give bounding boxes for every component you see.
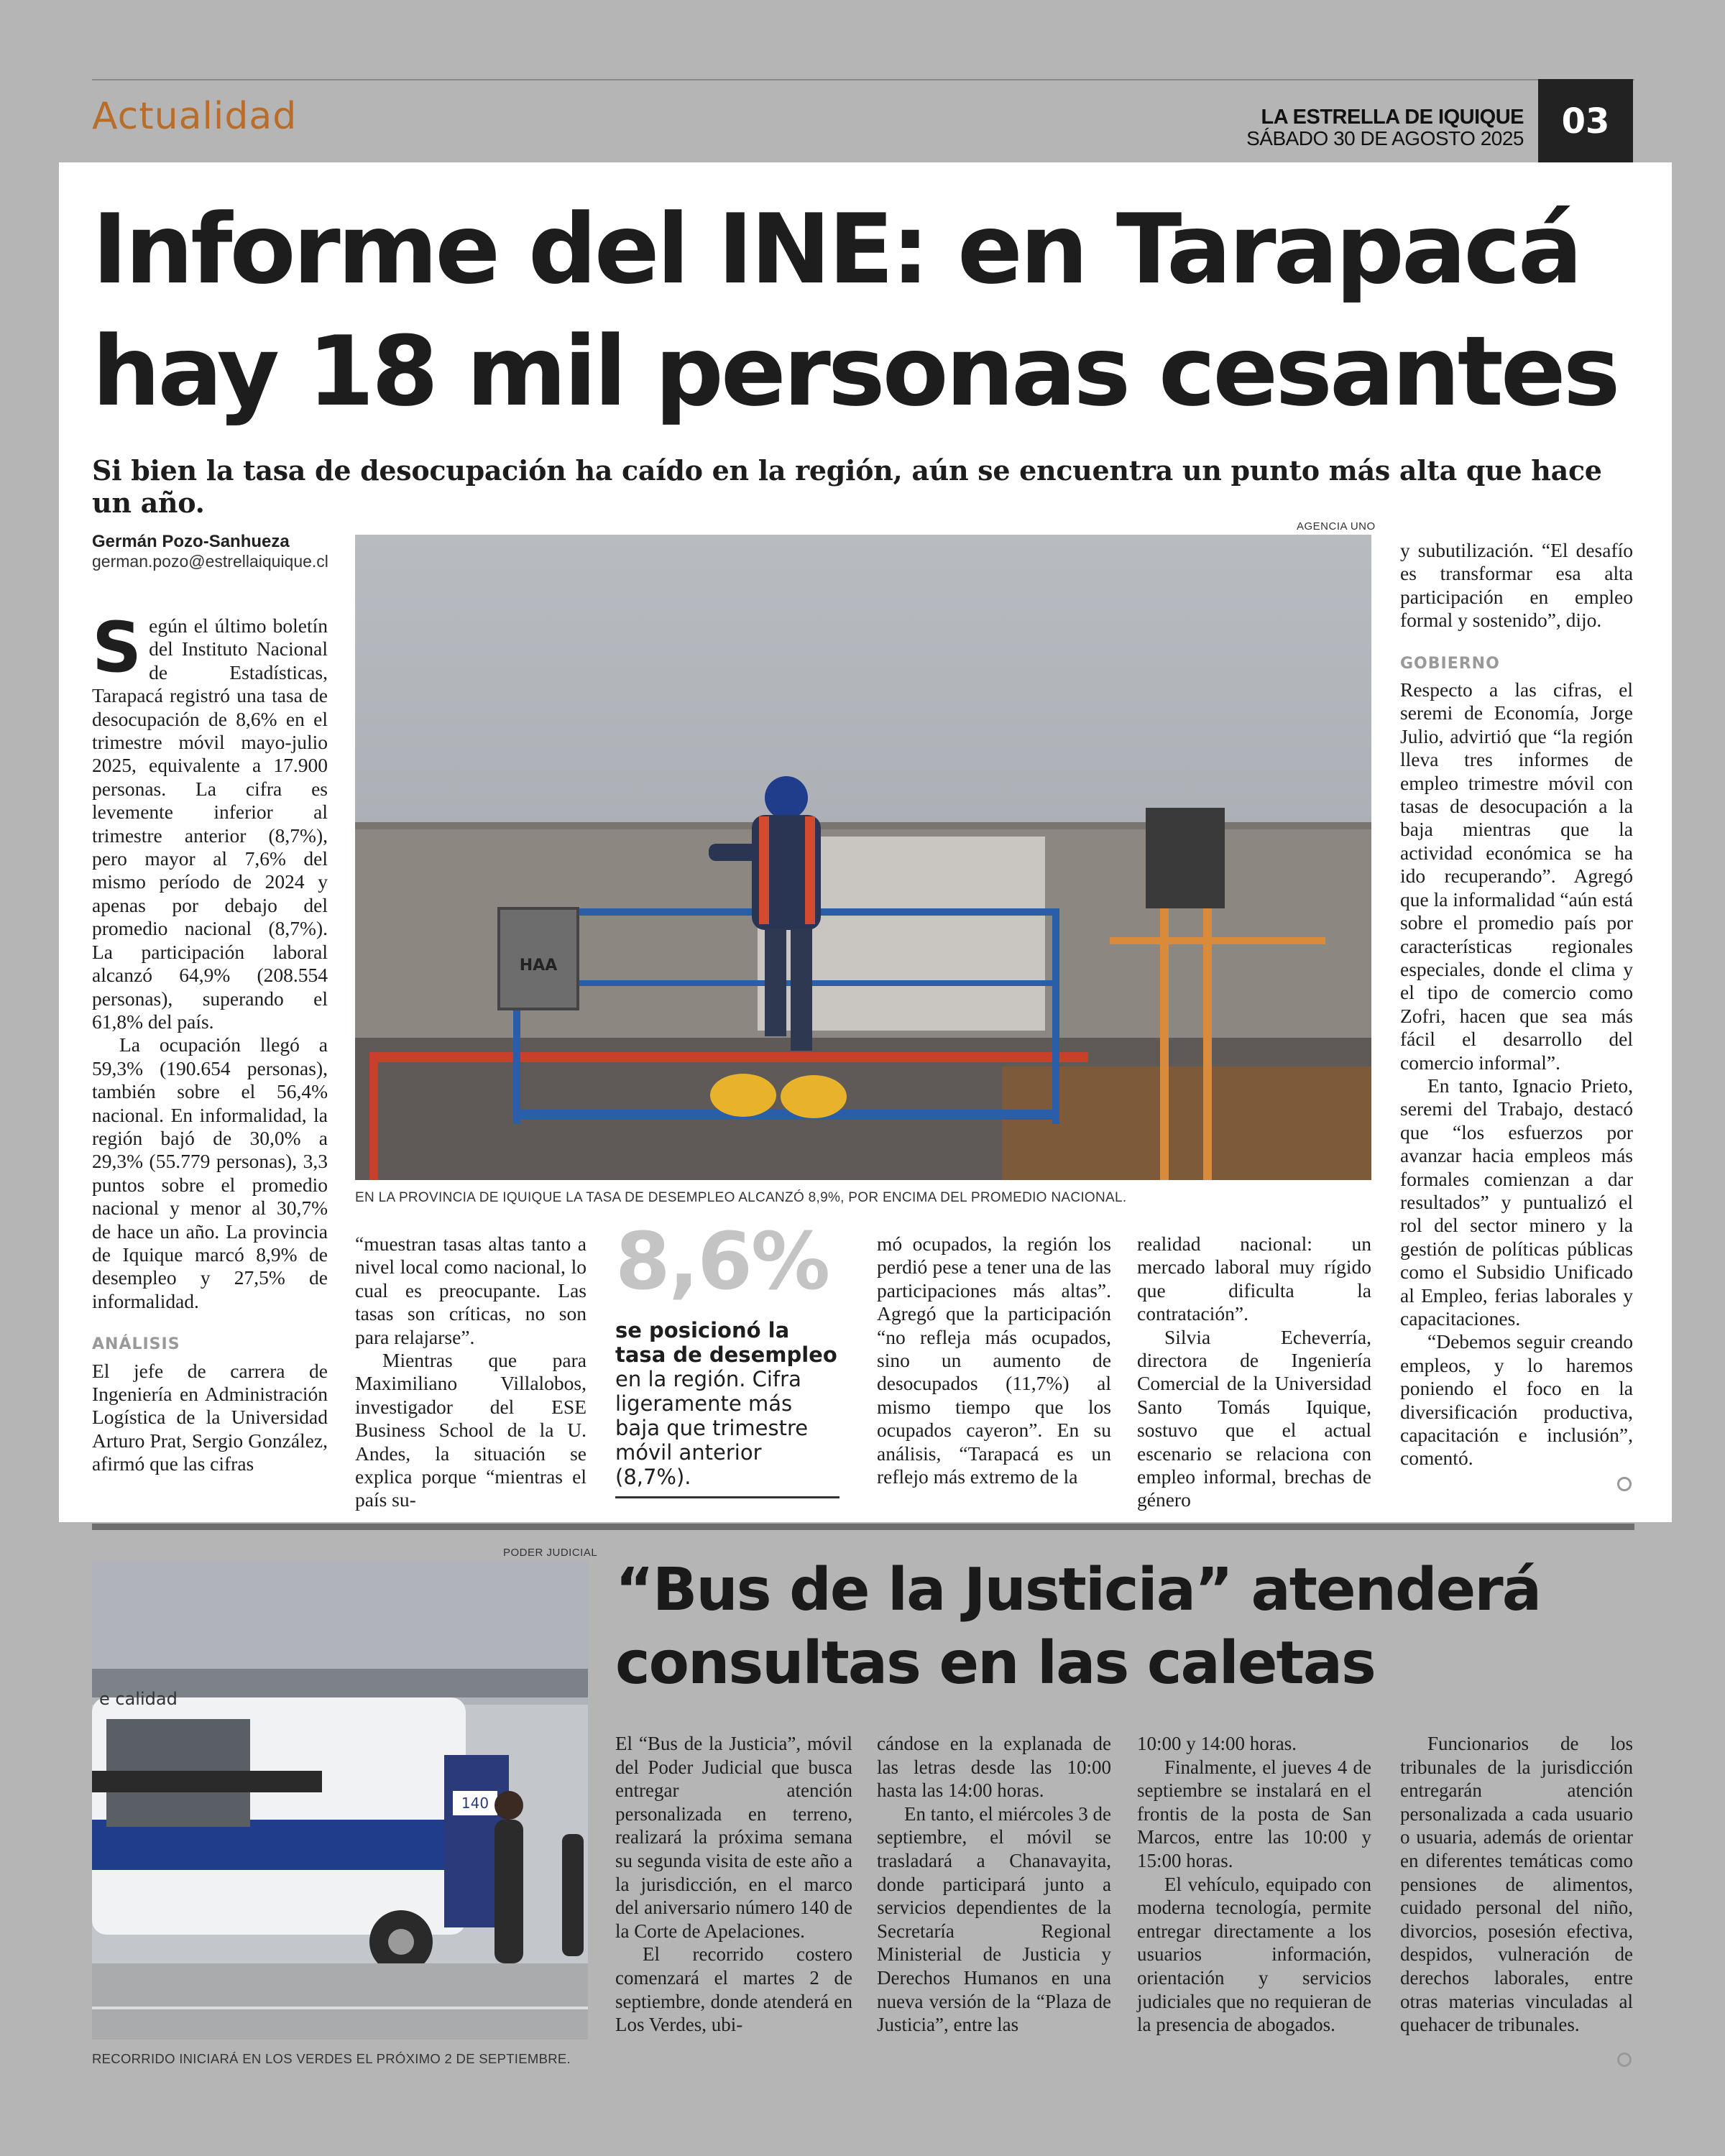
paragraph: Finalmente, el jueves 4 de septiembre se instalará en el frontis de la posta de San Marcos, entre las 10:00 y 15:00 horas. [1137, 1756, 1371, 1871]
second-headline-line1: “Bus de la Justicia” atenderá [615, 1556, 1541, 1624]
photo-credit-2: PODER JUDICIAL [503, 1547, 598, 1559]
paragraph: El jefe de carrera de Ingeniería en Administración Logística de la Universidad Arturo Prat, Sergio González, afirmó que las cifras [92, 1359, 328, 1475]
stat-text [615, 1318, 840, 1489]
main-photo-caption: EN LA PROVINCIA DE IQUIQUE LA TASA DE DESEMPLEO ALCANZÓ 8,9%, POR ENCIMA DEL PROMEDIO NACIONAL. [355, 1190, 1127, 1205]
section-label: Actualidad [92, 95, 298, 138]
header-rule [92, 79, 1634, 80]
paragraph: En tanto, Ignacio Prieto, seremi del Trabajo, destacó que “los esfuerzos por avanzar hacia empleos más formales comienzan a dar resultados” y puntualizó el rol del sector minero y la gestión de políticas públicas como el Subsidio Unificado al Empleo, ferias laborales y capacitaciones. [1400, 1074, 1633, 1330]
second-column-3 [1137, 1732, 1371, 2037]
paragraph: “Debemos seguir creando empleos, y lo haremos poniendo el foco en la diversificación productiva, capacitación e inclusión”, comentó. [1400, 1330, 1633, 1470]
main-headline [92, 188, 1644, 433]
second-column-4 [1400, 1732, 1633, 2037]
newspaper-name: LA ESTRELLA DE IQUIQUE [1261, 106, 1524, 129]
subtitle-analisis: ANÁLISIS [92, 1335, 180, 1354]
drop-cap: S [92, 607, 142, 688]
author-email[interactable]: german.pozo@estrellaiquique.cl [92, 552, 328, 571]
issue-date: SÁBADO 30 DE AGOSTO 2025 [1246, 127, 1524, 149]
end-of-article-icon [1617, 2053, 1632, 2067]
paragraph: “muestran tasas altas tanto a nivel local como nacional, lo cual es preocupante. Las tasas son críticas, no son para relajarse”. [355, 1233, 586, 1348]
photo-credit: AGENCIA UNO [1297, 520, 1376, 533]
subtitle-gobierno: GOBIERNO [1400, 654, 1500, 673]
paragraph: El vehículo, equipado con moderna tecnología, permite entregar directamente a los usuarios información, orientación y servicios judiciales que no requieran de la presencia de abogados. [1137, 1873, 1371, 2036]
author-name: Germán Pozo-Sanhueza [92, 532, 290, 551]
byline [92, 532, 336, 571]
stat-value: 8,6% [615, 1215, 829, 1307]
second-column-2 [877, 1732, 1111, 2037]
paragraph: mó ocupados, la región los perdió pese a tener una de las participaciones más altas”. Agregó que la participación “no refleja más ocupados, sino un aumento de desocupados (11,7%) al mismo tiempo que los ocupados cayeron”. En su análisis, “Tarapacá es un reflejo más extremo de la [877, 1233, 1111, 1488]
article-column-2 [355, 1233, 586, 1512]
paragraph: El recorrido costero comenzará el martes 2 de septiembre, donde atenderá en Los Verdes, ubi- [615, 1943, 852, 2036]
main-photo [355, 535, 1371, 1180]
article-column-4 [1137, 1233, 1371, 1512]
paragraph: En tanto, el miércoles 3 de septiembre, el móvil se trasladará a Chanavayita, donde participará junto a servicios dependientes de la Secretaría Regional Ministerial de Justicia y Derechos Humanos en una nueva versión de la “Plaza de Justicia”, entre las [877, 1802, 1111, 2036]
end-of-article-icon [1617, 1477, 1632, 1491]
main-subhead: Si bien la tasa de desocupación ha caído en la región, aún se encuentra un punto más alta que hace un año. [92, 454, 1602, 519]
bus-sign-text: e calidad [99, 1689, 178, 1709]
second-column-1 [615, 1732, 852, 2037]
paragraph: El “Bus de la Justicia”, móvil del Poder Judicial que busca entregar atención personalizada en terreno, realizará la próxima semana su segunda visita de este año a la jurisdicción, en el marco del aniversario número 140 de la Corte de Apelaciones. [615, 1733, 852, 1942]
paragraph: egún el último boletín del Instituto Nacional de Estadísticas, Tarapacá registró una tasa de desocupación de 8,6% en el trimestre móvil mayo-julio 2025, equivalente a 17.900 personas. La cifra es levemente inferior al trimestre anterior (8,7%), pero mayor al 7,6% del mismo período de 2024 y apenas por debajo del promedio nacional (8,7%). La participación laboral alcanzó 64,9% (208.554 personas), superando el 61,8% del país. [92, 614, 328, 1033]
paragraph: realidad nacional: un mercado laboral muy rígido que dificulta la contratación”. [1137, 1233, 1371, 1325]
stat-text-bold: se posicionó la tasa de desempleo [615, 1318, 837, 1367]
stat-rule [615, 1496, 840, 1498]
stat-callout [615, 1215, 840, 1498]
article-column-3 [877, 1233, 1111, 1488]
paragraph: Funcionarios de los tribunales de la jurisdicción entregarán atención personalizada a cada usuario o usuaria, además de orientar en diferentes temáticas como pensiones de alimentos, cuidado personal del niño, divorcios, posesión efectiva, despidos, vulneración de derechos laborales, entre otras materias vinculadas al quehacer de tribunales. [1400, 1733, 1633, 2036]
main-headline-line1: Informe del INE: en Tarapacá [92, 193, 1581, 305]
machine-label: HAA [519, 957, 558, 975]
article-column-1 [92, 607, 328, 1476]
page-number: 03 [1538, 79, 1633, 164]
paragraph: La ocupación llegó a 59,3% (190.654 personas), también sobre el 56,4% nacional. En informalidad, la región bajó de 30,0% a 29,3% (55.779 personas), 3,3 puntos sobre el promedio nacional y menor al 30,7% de hace un año. La provincia de Iquique marcó 8,9% de desempleo y 27,5% de informalidad. [92, 1033, 328, 1312]
second-headline-line2: consultas en las caletas [615, 1629, 1375, 1697]
banner-number: 140 [461, 1795, 489, 1812]
stat-text-rest: en la región. Cifra ligeramente más baja que trimestre móvil anterior (8,7%). [615, 1367, 809, 1489]
paragraph: 10:00 y 14:00 horas. [1137, 1733, 1297, 1754]
masthead [1246, 106, 1524, 149]
main-headline-line2: hay 18 mil personas cesantes [92, 315, 1618, 428]
paragraph: Mientras que para Maximiliano Villalobos, investigador del ESE Business School de la U. Andes, la situación se explica porque “mientras el país su- [355, 1349, 586, 1511]
paragraph: Silvia Echeverría, directora de Ingeniería Comercial de la Universidad Santo Tomás Iquique, sostuvo que el actual escenario se relaciona con empleo informal, brechas de género [1137, 1325, 1371, 1511]
paragraph: cándose en la explanada de las letras desde las 10:00 hasta las 14:00 horas. [877, 1733, 1111, 1802]
bus-photo [92, 1561, 588, 2040]
paragraph: y subutilización. “El desafío es transformar esa alta participación en empleo formal y sostenido”, dijo. [1400, 539, 1633, 632]
paragraph: Respecto a las cifras, el seremi de Economía, Jorge Julio, advirtió que “la región lleva tres informes de empleo trimestre móvil con tasas de desocupación a la baja mientras que la actividad económica se ha ido recuperando”. Agregó que la informalidad “aún está sobre el promedio país por características regionales especiales, donde el clima y el tipo de comercio como Zofri, hacen que sea más fácil el desarrollo del comercio informal”. [1400, 678, 1633, 1074]
article-divider [92, 1524, 1634, 1530]
article-column-5 [1400, 539, 1633, 1470]
bus-photo-caption: RECORRIDO INICIARÁ EN LOS VERDES EL PRÓXIMO 2 DE SEPTIEMBRE. [92, 2051, 571, 2066]
second-headline [615, 1554, 1622, 1700]
